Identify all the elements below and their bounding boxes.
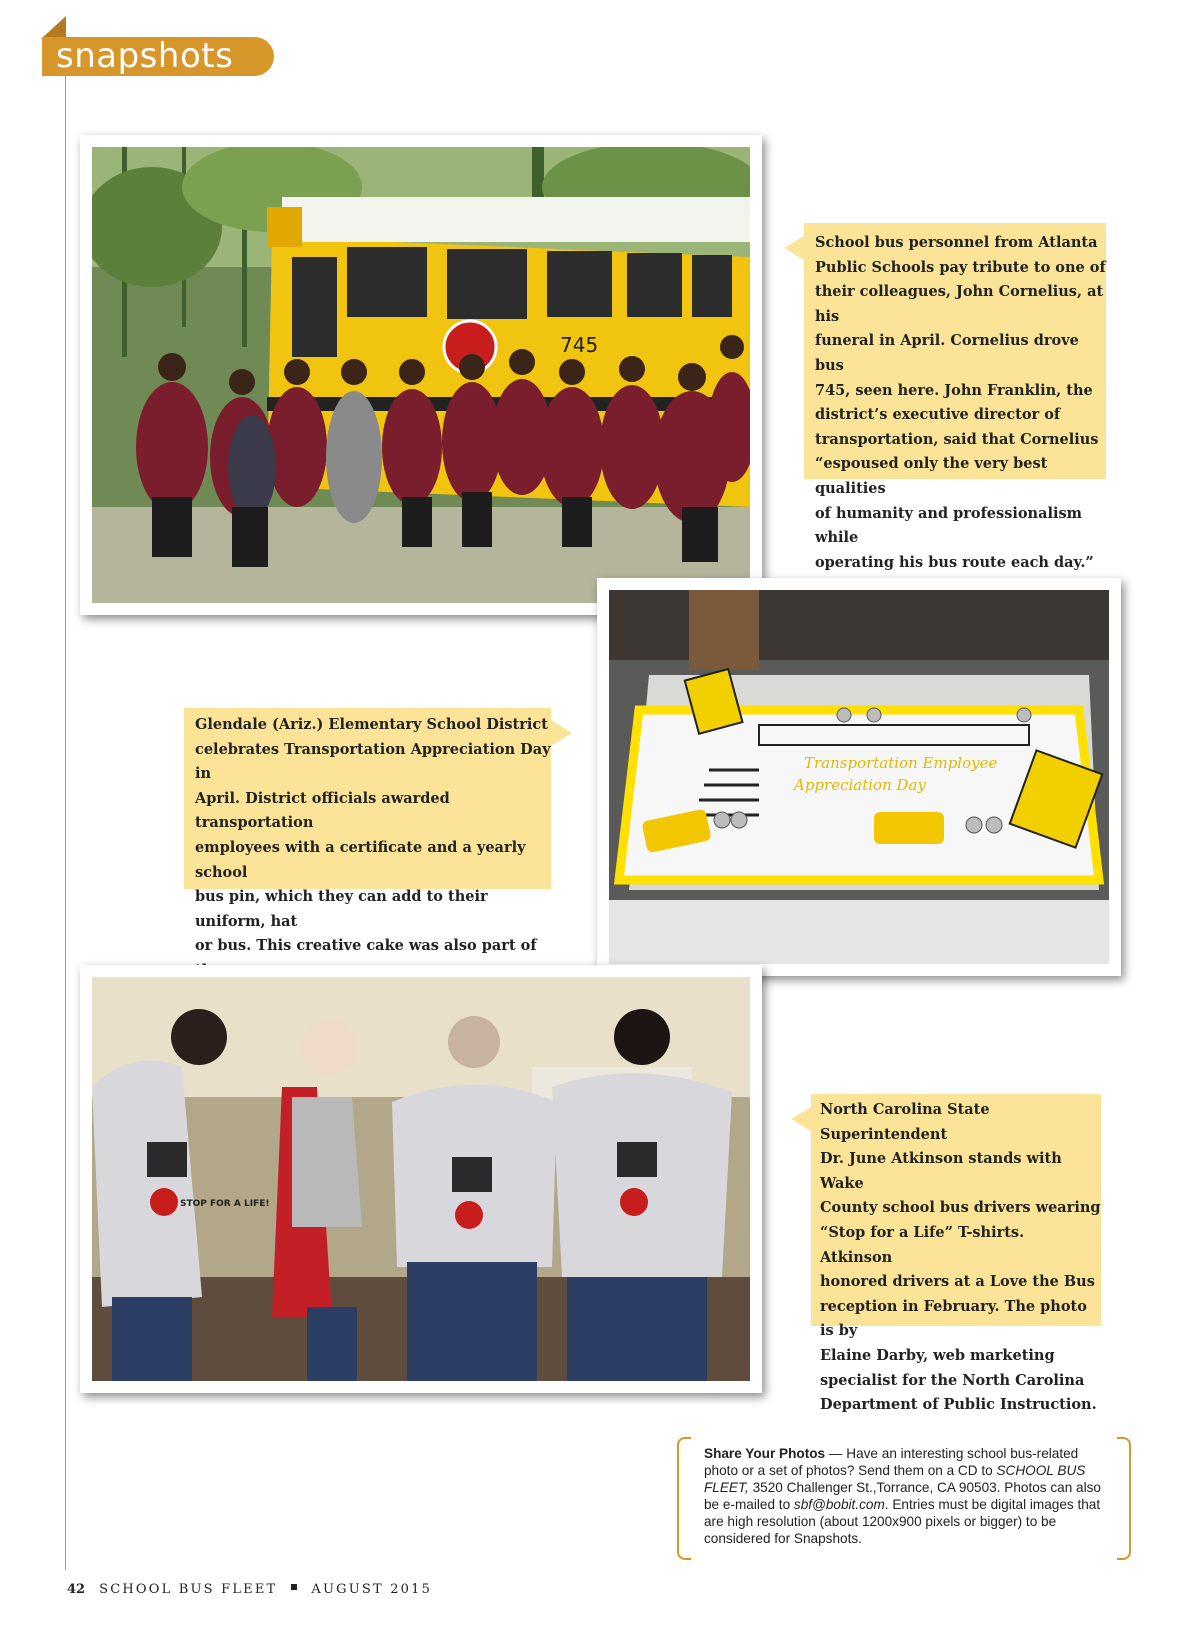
photo-appreciation-cake [597,578,1121,976]
share-email[interactable]: sbf@bobit.com [793,1497,885,1512]
share-text-2: 3520 Challenger St.,Torrance, CA 90503. Photos can also be e-mailed to [704,1480,1101,1512]
shirt-text-left: STOP FOR A LIFE! [180,1199,270,1209]
margin-rule [65,40,66,1570]
photo-stop-for-a-life [80,965,762,1393]
issue-date: AUGUST 2015 [311,1582,433,1597]
share-text-3: . Entries must be digital images that are high resolution (about 1200x900 pixels or bigger) to be considered for Snapshots. [704,1497,1101,1546]
page-number: 42 [67,1582,86,1597]
share-box-bracket-left [677,1437,691,1560]
caption-north-carolina: North Carolina State Superintendent Dr. June Atkinson stands with Wake County school bus drivers wearing “Stop for a Life” T-shirts. Atkinson honored drivers at a Love the Bus reception in February. The photo is by Elaine Darby, web marketing specialist for the North Carolina Department of Public Instruction. [811,1094,1101,1326]
page-footer [67,1582,432,1597]
share-text-1: — Have an interesting school bus-related photo or a set of photos? Send them on a CD to [704,1446,1079,1478]
cake-text-2: Appreciation Day [794,776,926,794]
bus-number: 745 [560,333,599,357]
section-tab-flag [42,16,66,38]
publication-name: SCHOOL BUS FLEET [99,1582,278,1597]
section-tab: snapshots [42,37,274,76]
caption-atlanta: School bus personnel from Atlanta Public Schools pay tribute to one of their colleagues, John Cornelius, at his funeral in April. Cornelius drove bus 745, seen here. John Franklin, the district’s executive director of transportation, said that Cornelius “espoused only the very best qualities of humanity and professionalism while operating his bus route each day.” [804,223,1106,479]
share-lead: Share Your Photos [704,1446,826,1461]
share-your-photos-box [677,1437,1131,1558]
photo-atlanta-bus [80,135,762,615]
caption-pointer-atlanta [784,236,804,260]
share-box-bracket-right [1117,1437,1131,1560]
footer-separator [291,1584,297,1590]
caption-glendale: Glendale (Ariz.) Elementary School District celebrates Transportation Appreciation Day in April. District officials awarded transportation employees with a certificate and a yearly school bus pin, which they can add to their uniform, hat or bus. This creative cake was also part of [184,708,551,889]
share-magazine: SCHOOL BUS FLEET, [704,1463,1086,1495]
caption-pointer-nc [791,1107,811,1131]
caption-pointer-glendale [551,720,572,746]
cake-text-1: Transportation Employee [804,754,998,772]
